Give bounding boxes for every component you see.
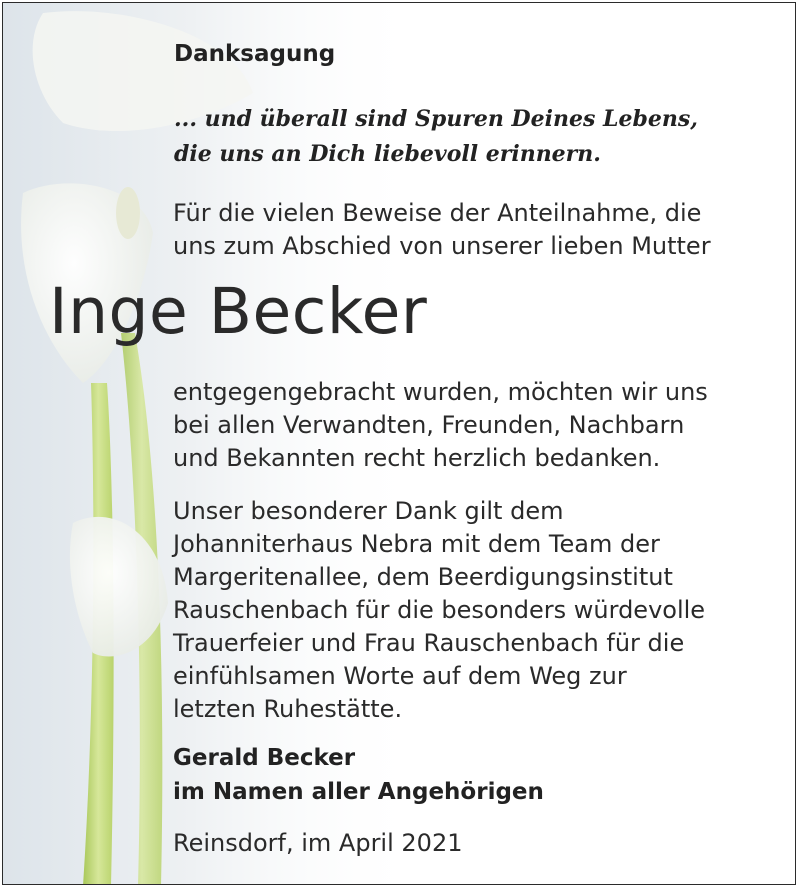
quote-line: ... und überall sind Spuren Deines Lebens, <box>174 106 698 132</box>
obituary-card <box>2 2 796 885</box>
special-thanks-line: Rauschenbach für die besonders würdevolle <box>173 596 706 624</box>
intro-line: uns zum Abschied von unserer lieben Mutter <box>173 232 711 260</box>
special-thanks-line: einfühlsamen Worte auf dem Weg zur <box>173 662 627 690</box>
special-thanks-line: Margeritenallee, dem Beerdigungsinstitut <box>173 563 673 591</box>
notice-text <box>3 3 796 885</box>
special-thanks-line: Unser besonderer Dank gilt dem <box>173 497 564 525</box>
special-thanks-line: letzten Ruhestätte. <box>173 695 403 723</box>
intro-line: Für die vielen Beweise der Anteilnahme, die <box>173 199 702 227</box>
special-thanks-line: Johanniterhaus Nebra mit dem Team der <box>173 530 660 558</box>
place-date: Reinsdorf, im April 2021 <box>173 829 463 857</box>
special-thanks-line: Trauerfeier und Frau Rauschenbach für die <box>173 629 685 657</box>
thanks-line: bei allen Verwandten, Freunden, Nachbarn <box>173 411 685 439</box>
signature-subtitle: im Namen aller Angehörigen <box>173 779 544 805</box>
signature-name: Gerald Becker <box>173 745 356 771</box>
thanks-line: entgegengebracht wurden, möchten wir uns <box>173 378 708 406</box>
thanks-line: und Bekannten recht herzlich bedanken. <box>173 444 661 472</box>
deceased-name: Inge Becker <box>49 275 428 348</box>
quote-line: die uns an Dich liebevoll erinnern. <box>174 141 601 167</box>
notice-heading: Danksagung <box>174 41 336 67</box>
